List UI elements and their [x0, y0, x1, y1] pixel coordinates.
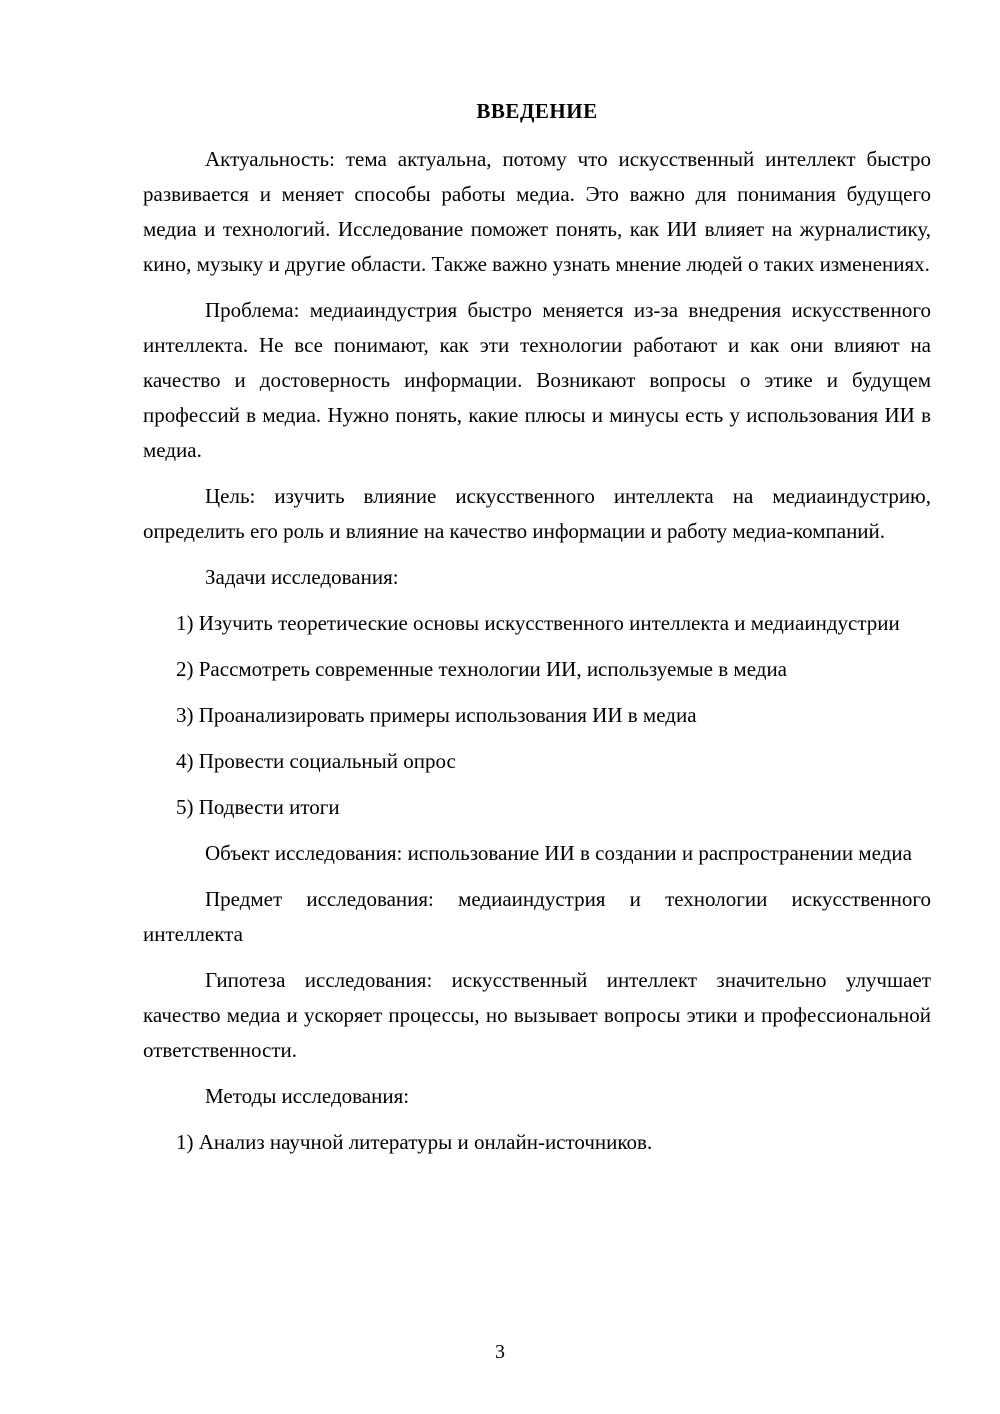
paragraph: Методы исследования: [205, 1084, 410, 1108]
list-item: 1) Анализ научной литературы и онлайн-источников. [176, 1130, 653, 1154]
page-number: 3 [495, 1341, 505, 1363]
paragraph: Актуальность: тема актуальна, потому что искусственный интеллект быстро развивается и меняет способы работы медиа. Это важно для понимания будущего медиа и технологий. Исследование поможет понять, как ИИ влияет на журналистику, кино, музыку и другие области. Также важно узнать мнение людей о таких изменениях. [143, 147, 931, 276]
list-item: 3) Проанализировать примеры использования ИИ в медиа [176, 703, 697, 727]
list-item: 2) Рассмотреть современные технологии ИИ, используемые в медиа [176, 657, 787, 681]
paragraph: Задачи исследования: [205, 565, 399, 589]
paragraph: Объект исследования: использование ИИ в создании и распространении медиа [205, 841, 912, 865]
paragraph: Гипотеза исследования: искусственный интеллект значительно улучшает качество медиа и ускоряет процессы, но вызывает вопросы этики и профессиональной ответственности. [143, 968, 931, 1062]
list-item: 5) Подвести итоги [176, 795, 340, 819]
document-content [143, 94, 931, 1171]
paragraph: Предмет исследования: медиаиндустрия и технологии искусственного интеллекта [143, 887, 931, 946]
page-title: ВВЕДЕНИЕ [476, 99, 598, 123]
paragraph: Цель: изучить влияние искусственного интеллекта на медиаиндустрию, определить его роль и влияние на качество информации и работу медиа-компаний. [143, 484, 931, 543]
document-body [143, 142, 931, 1160]
paragraph: Проблема: медиаиндустрия быстро меняется из-за внедрения искусственного интеллекта. Не все понимают, как эти технологии работают и как они влияют на качество и достоверность информации. Возникают вопросы о этике и будущем профессий в медиа. Нужно понять, какие плюсы и минусы есть у использования ИИ в медиа. [143, 298, 931, 462]
list-item: 1) Изучить теоретические основы искусственного интеллекта и медиаиндустрии [176, 611, 900, 635]
list-item: 4) Провести социальный опрос [176, 749, 456, 773]
